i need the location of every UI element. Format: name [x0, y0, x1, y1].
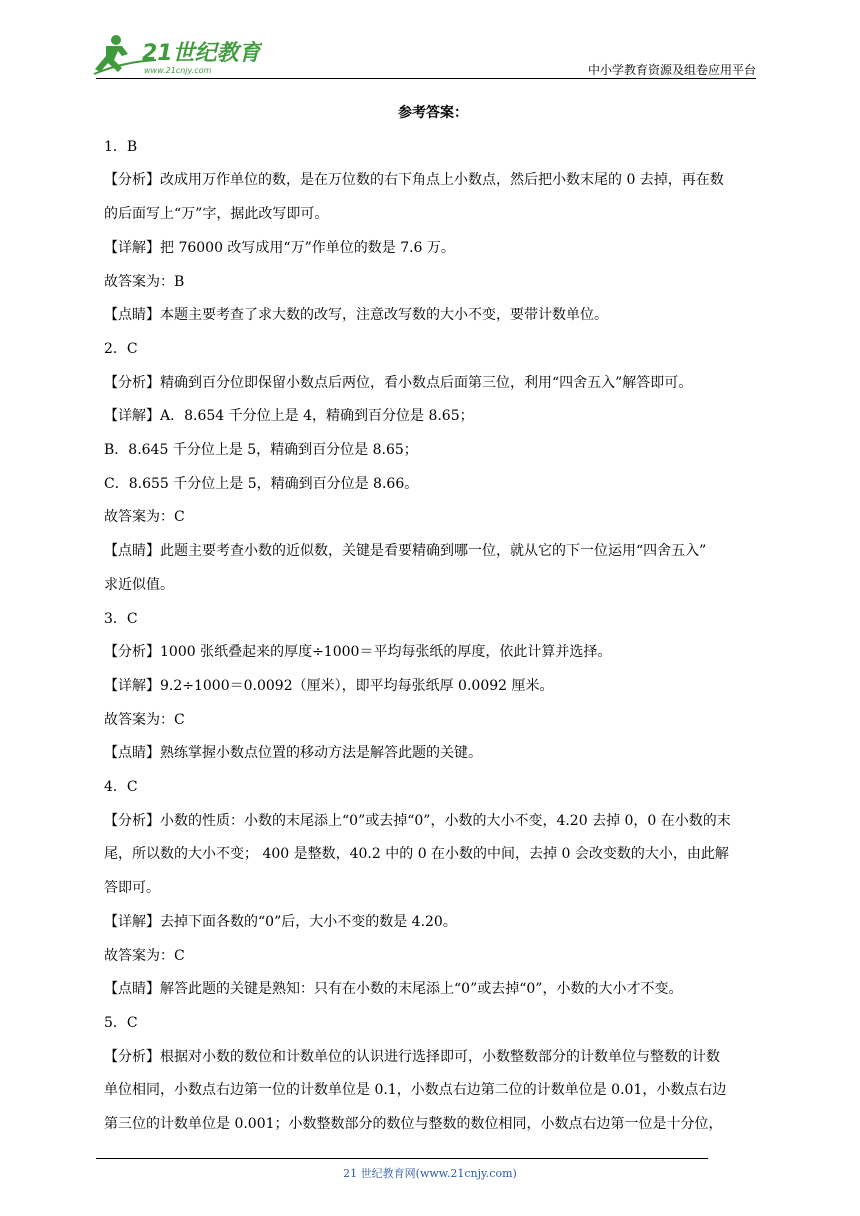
text-line: C．8.655 千分位上是 5，精确到百分位是 8.66。 [104, 475, 419, 492]
text-line: 【详解】去掉下面各数的“0”后，大小不变的数是 4.20。 [104, 913, 457, 930]
page-header [0, 0, 860, 80]
text-line: 2．C [104, 340, 138, 357]
svg-text:www.21cnjy.com: www.21cnjy.com [144, 66, 212, 75]
text-line: 尾，所以数的大小不变； 400 是整数，40.2 中的 0 在小数的中间，去掉 0 会改变数的大小，由此解 [104, 846, 729, 863]
text-line: 【点睛】熟练掌握小数点位置的移动方法是解答此题的关键。 [104, 745, 482, 762]
text-line: 【分析】1000 张纸叠起来的厚度÷1000＝平均每张纸的厚度，依此计算并选择。 [104, 644, 612, 661]
runner-logo-icon [92, 32, 262, 78]
text-line: 【分析】小数的性质：小数的末尾添上“0”或去掉“0”，小数的大小不变，4.20 去掉 0，0 在小数的末 [104, 812, 731, 829]
text-line: 4．C [104, 779, 138, 796]
text-line: 故答案为：C [104, 711, 185, 728]
text-line: 故答案为：C [104, 509, 185, 526]
text-line: 5．C [104, 1014, 138, 1031]
text-line: 3．C [104, 610, 138, 627]
page-title: 参考答案： [398, 105, 468, 121]
text-line: 【分析】根据对小数的数位和计数单位的认识进行选择即可，小数整数部分的计数单位与整数的计数 [104, 1048, 720, 1065]
footer-divider [96, 1158, 708, 1159]
logo [92, 32, 262, 78]
text-line: 【点睛】本题主要考查了求大数的改写，注意改写数的大小不变，要带计数单位。 [104, 307, 608, 324]
text-line: 的后面写上“万”字，据此改写即可。 [104, 206, 329, 223]
header-platform-text: 中小学教育资源及组卷应用平台 [587, 63, 756, 77]
text-line: 求近似值。 [104, 576, 174, 593]
text-line: 【点睛】此题主要考查小数的近似数，关键是看要精确到哪一位，就从它的下一位运用“四舍五入” [104, 543, 707, 560]
text-line: 【详解】9.2÷1000＝0.0092（厘米），即平均每张纸厚 0.0092 厘米。 [104, 677, 554, 694]
text-line: 【分析】改成用万作单位的数，是在万位数的右下角点上小数点，然后把小数末尾的 0 去掉，再在数 [104, 172, 724, 189]
text-line: B．8.645 千分位上是 5，精确到百分位是 8.65； [104, 442, 418, 459]
text-line: 【分析】精确到百分位即保留小数点后两位，看小数点后面第三位，利用“四舍五入”解答即可。 [104, 374, 693, 391]
text-line: 答即可。 [104, 880, 160, 897]
answer-content [104, 97, 762, 1142]
answer-lines [104, 131, 762, 1142]
text-line: 【点睛】解答此题的关键是熟知：只有在小数的末尾添上“0”或去掉“0”，小数的大小才不变。 [104, 981, 683, 998]
footer-text: 21 世纪教育网(www.21cnjy.com) [343, 1167, 517, 1180]
svg-text:21世纪教育: 21世纪教育 [142, 41, 261, 66]
text-line: 【详解】把 76000 改写成用“万”作单位的数是 7.6 万。 [104, 239, 455, 256]
text-line: 第三位的计数单位是 0.001；小数整数部分的数位与整数的数位相同，小数点右边第一位是十分位， [104, 1116, 723, 1133]
text-line: 故答案为：C [104, 947, 185, 964]
text-line: 单位相同，小数点右边第一位的计数单位是 0.1，小数点右边第二位的计数单位是 0.01，小数点右边 [104, 1082, 727, 1099]
text-line: 1．B [104, 138, 138, 155]
text-line: 【详解】A．8.654 千分位上是 4，精确到百分位是 8.65； [104, 408, 474, 425]
text-line: 故答案为：B [104, 273, 185, 290]
header-divider [96, 78, 756, 79]
